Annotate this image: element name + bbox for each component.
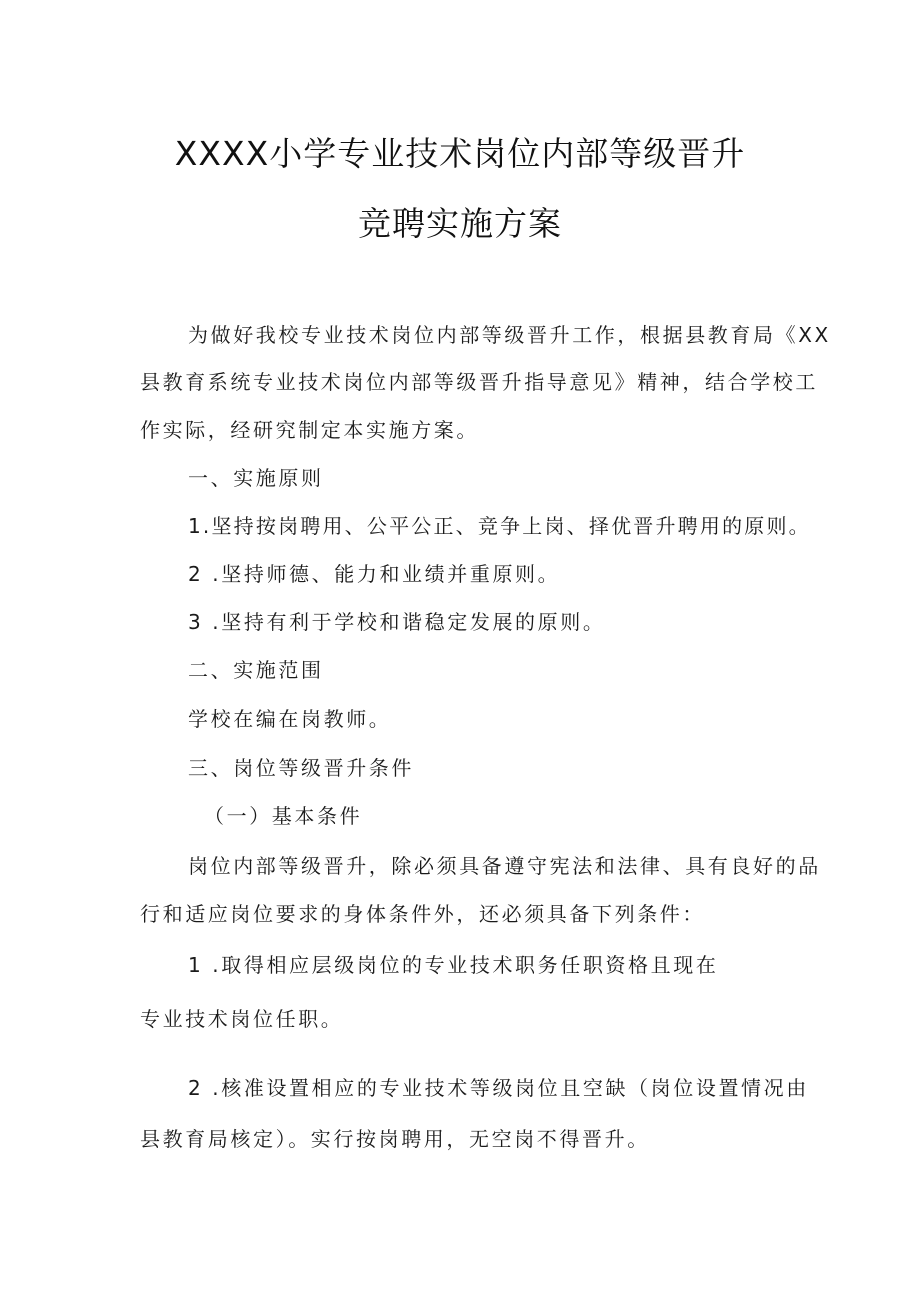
basic-conditions-line-2: 行和适应岗位要求的身体条件外，还必须具备下列条件：	[140, 902, 705, 926]
principle-item-3: 3 .坚持有利于学校和谐稳定发展的原则。	[188, 610, 606, 634]
intro-line-1: 为做好我校专业技术岗位内部等级晋升工作，根据县教育局《XX	[188, 323, 831, 347]
intro-line-3: 作实际，经研究制定本实施方案。	[140, 418, 479, 442]
document-title-line-1: XXXX小学专业技术岗位内部等级晋升	[174, 134, 746, 173]
section-heading-conditions: 三、岗位等级晋升条件	[188, 756, 414, 780]
scope-text: 学校在编在岗教师。	[188, 707, 392, 731]
principle-item-1: 1.坚持按岗聘用、公平公正、竞争上岗、择优晋升聘用的原则。	[188, 514, 811, 538]
section-heading-principles: 一、实施原则	[188, 466, 324, 490]
document-title-line-2: 竞聘实施方案	[358, 204, 562, 243]
condition-1-line-1: 1 .取得相应层级岗位的专业技术职务任职资格且现在	[188, 953, 719, 977]
condition-1-line-2: 专业技术岗位任职。	[140, 1007, 344, 1031]
principle-item-2: 2 .坚持师德、能力和业绩并重原则。	[188, 562, 561, 586]
subsection-heading-basic: （一）基本条件	[204, 804, 363, 828]
section-heading-scope: 二、实施范围	[188, 658, 324, 682]
basic-conditions-line-1: 岗位内部等级晋升，除必须具备遵守宪法和法律、具有良好的品	[188, 854, 821, 878]
condition-2-line-1: 2 .核准设置相应的专业技术等级岗位且空缺（岗位设置情况由	[188, 1076, 809, 1100]
intro-line-2: 县教育系统专业技术岗位内部等级晋升指导意见》精神，结合学校工	[140, 370, 818, 394]
condition-2-line-2: 县教育局核定）。实行按岗聘用，无空岗不得晋升。	[140, 1127, 650, 1151]
